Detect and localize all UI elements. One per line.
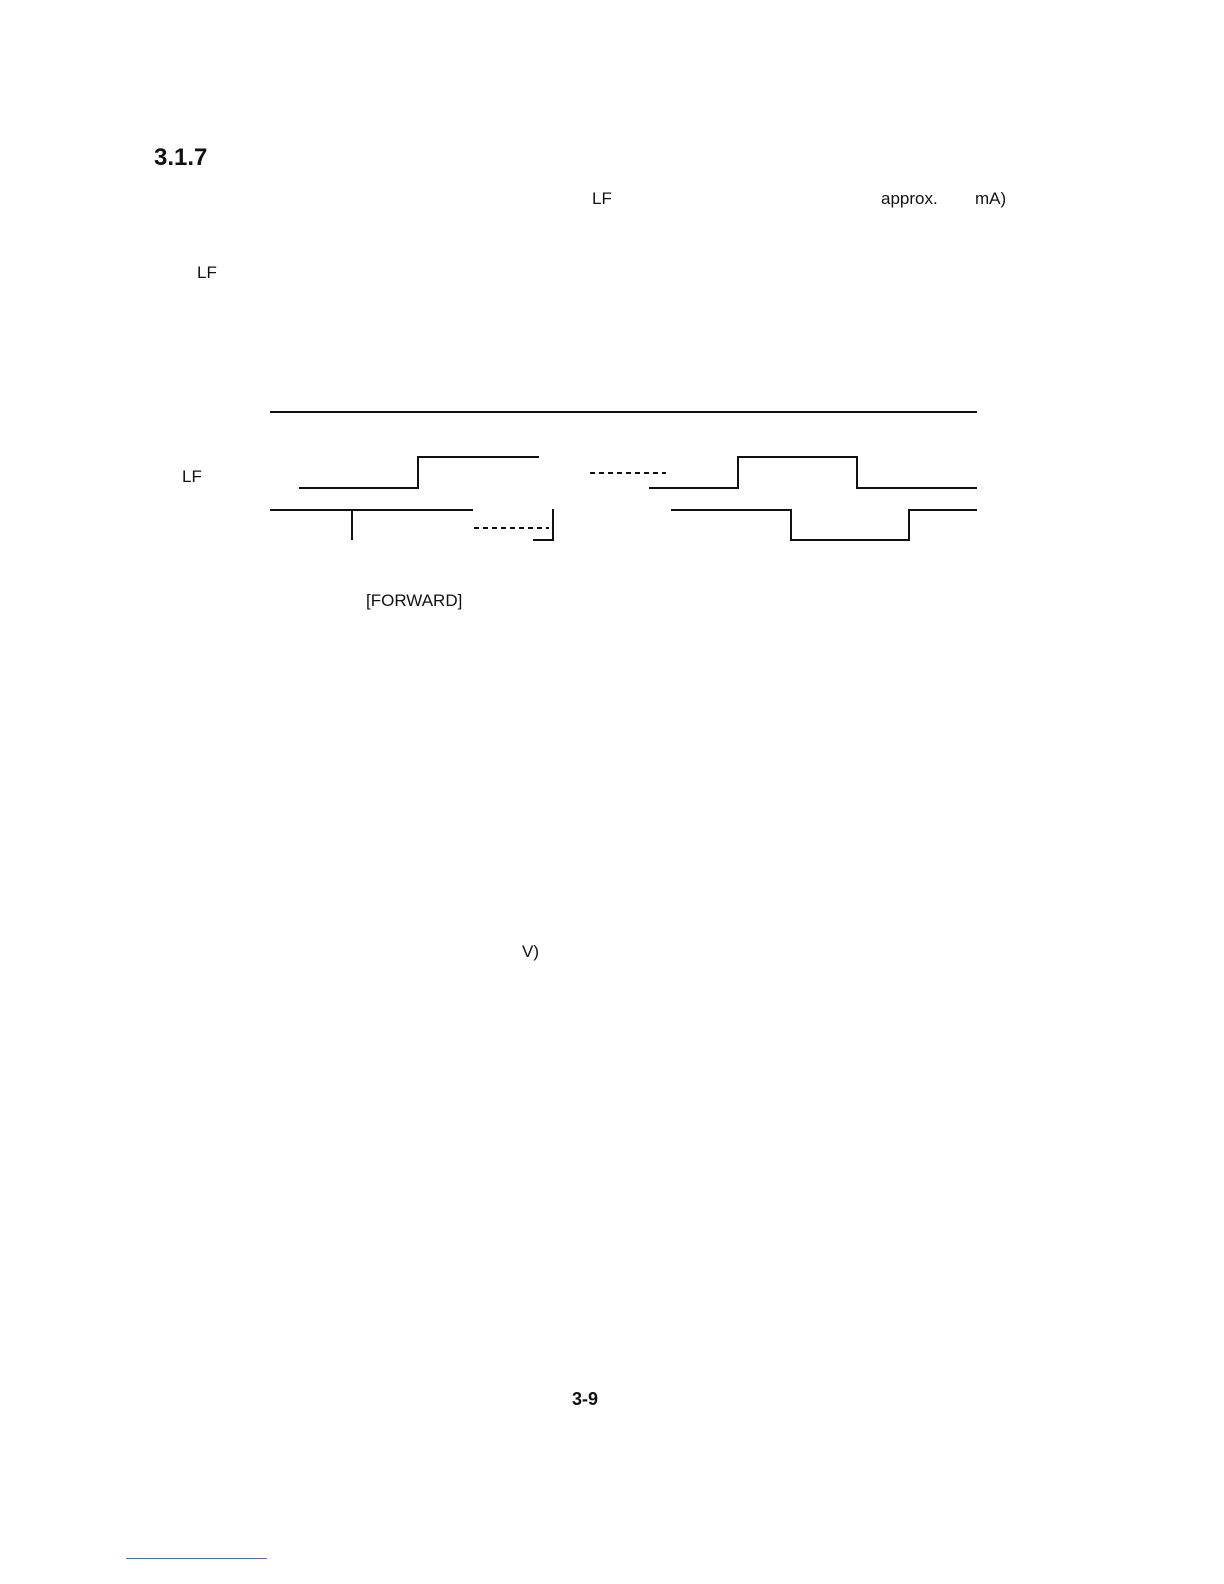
forward-direction-label: [FORWARD] [366, 591, 463, 610]
voltage-unit-label: V) [522, 942, 539, 961]
footer-rule [126, 1558, 267, 1559]
section-number: 3.1.7 [154, 144, 208, 171]
page-number: 3-9 [572, 1389, 599, 1409]
lf-label-timing: LF [182, 467, 202, 486]
phase-b-waveform-left-end [534, 510, 553, 540]
lf-label-side: LF [197, 263, 217, 282]
phase-a-waveform-left [300, 457, 538, 488]
phase-a-waveform-right [650, 457, 976, 488]
lf-label-header: LF [592, 189, 612, 208]
current-unit-label: mA) [975, 189, 1007, 208]
phase-b-waveform-right [672, 510, 976, 540]
approx-label: approx. [881, 189, 938, 208]
